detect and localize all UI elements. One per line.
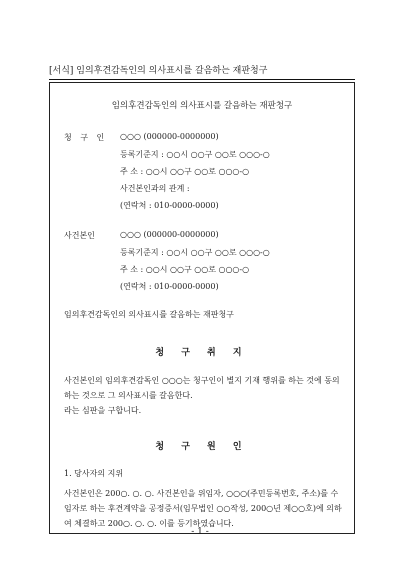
purpose-closing: 라는 심판을 구합니다. (64, 406, 142, 415)
page-number: - 1 - (191, 527, 209, 537)
petitioner-relation: 사건본인과의 관계 : (120, 184, 190, 193)
principal-address: 주 소 : ○○시 ○○구 ○○로 ○○○-○ (120, 265, 250, 274)
principal-name: ○○○ (000000-0000000) (120, 230, 219, 239)
purpose-heading: 청 구 취 지 (155, 348, 249, 358)
cause-item1-body: 사건본인은 200○. ○. ○. 사건본인을 위임자, ○○○(주민등록번호, 주소)를 수임자로 하는 후견계약을 공정증서(임무법인 ○○작성, 200○년 제○○호)에 의하여 체결하고 200○. ○. ○. 이를 등기하였습니다. (64, 489, 342, 528)
form-label: [서식] 임의후견감독인의 의사표시를 갈음하는 재판청구 (49, 66, 268, 76)
purpose-body: 사건본인의 임의후견감독인 ○○○는 청구인이 별지 기재 행위를 하는 것에 동의하는 것으로 그 의사표시를 갈음한다. (64, 376, 340, 400)
petitioner-domicile: 등록기준지 : ○○시 ○○구 ○○로 ○○○-○ (120, 150, 270, 159)
header-rule (49, 79, 355, 80)
document-box (49, 82, 355, 534)
principal-contact: (연락처 : 010-0000-0000) (120, 282, 219, 291)
cause-item1-title: 1. 당사자의 지위 (64, 469, 124, 478)
cause-heading: 청 구 원 인 (155, 442, 249, 452)
petitioner-contact: (연락처 : 010-0000-0000) (120, 201, 219, 210)
principal-domicile: 등록기준지 : ○○시 ○○구 ○○로 ○○○-○ (120, 248, 270, 257)
document-title: 임의후견감독인의 의사표시를 갈음하는 재판청구 (111, 101, 293, 111)
petitioner-role: 청 구 인 (64, 133, 108, 142)
petitioner-address: 주 소 : ○○시 ○○구 ○○로 ○○○-○ (120, 167, 250, 176)
petitioner-name: ○○○ (000000-0000000) (120, 132, 219, 141)
principal-role: 사건본인 (64, 231, 95, 240)
subject-line: 임의후견감독인의 의사표시를 갈음하는 재판청구 (64, 310, 234, 319)
